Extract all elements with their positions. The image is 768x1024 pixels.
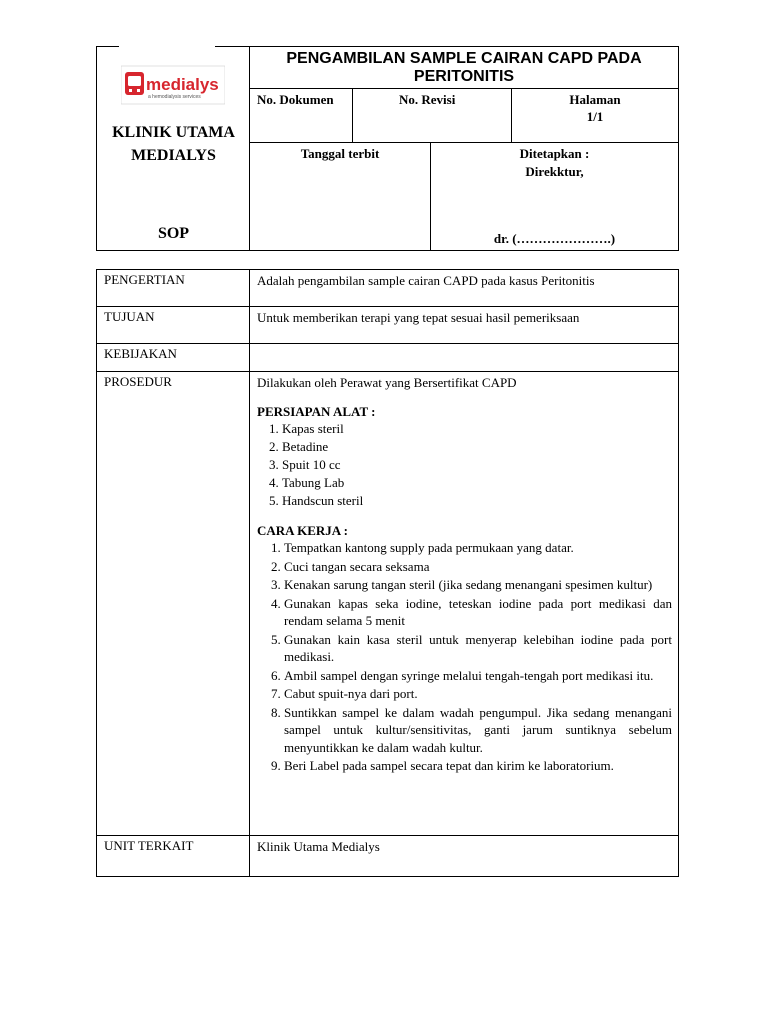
issued-date-label: Tanggal terbit [250, 143, 431, 250]
step-item: 6. Ambil sampel dengan syringe melalui tengah-tengah port medikasi itu. [284, 667, 672, 685]
step-item: 9. Beri Label pada sampel secara tepat dan kirim ke laboratorium. [284, 757, 672, 775]
kebijakan-value [250, 344, 678, 346]
step-item: 2. Cuci tangan secara seksama [284, 558, 672, 576]
document-meta-row [250, 89, 678, 143]
logo-tagline: a hemodialysis services [148, 94, 201, 100]
title-line1: PENGAMBILAN SAMPLE CAIRAN CAPD PADA [286, 50, 642, 67]
tool-item: 2. Betadine [282, 438, 672, 456]
prosedur-intro: Dilakukan oleh Perawat yang Bersertifikat CAPD [257, 375, 517, 390]
step-item: 7. Cabut spuit-nya dari port. [284, 685, 672, 703]
approval-row [250, 143, 678, 250]
clinic-cell [97, 47, 250, 250]
tool-item: 5. Handscun steril [282, 492, 672, 510]
document-header [96, 46, 679, 251]
tools-list [257, 420, 672, 510]
clinic-name-line1: KLINIK UTAMA [112, 124, 235, 141]
approved-role: Direkktur, [525, 164, 584, 179]
step-item: 4. Gunakan kapas seka iodine, teteskan iodine pada port medikasi dan rendam selama 5 menit [284, 595, 672, 630]
logo-wordmark: medialys [146, 75, 219, 94]
clinic-name [97, 121, 250, 167]
tool-item: 4. Tabung Lab [282, 474, 672, 492]
row-tujuan [97, 307, 678, 344]
tool-item: 3. Spuit 10 cc [282, 456, 672, 474]
steps-list [257, 539, 672, 775]
steps-heading: CARA KERJA : [257, 523, 349, 538]
tujuan-label: TUJUAN [97, 307, 250, 343]
approved-label: Ditetapkan : [519, 146, 590, 161]
title-line2: PERITONITIS [413, 68, 515, 85]
pengertian-label: PENGERTIAN [97, 270, 250, 306]
row-pengertian [97, 270, 678, 307]
document-title [250, 47, 678, 89]
step-item: 5. Gunakan kain kasa steril untuk menyerap kelebihan iodine pada port medikasi. [284, 631, 672, 666]
row-kebijakan [97, 344, 678, 372]
row-unit-terkait [97, 836, 678, 876]
prosedur-label: PROSEDUR [97, 372, 250, 835]
doc-number-label: No. Dokumen [250, 89, 353, 142]
medialys-logo [121, 65, 225, 105]
page-value: 1/1 [586, 109, 604, 124]
kebijakan-label: KEBIJAKAN [97, 344, 250, 371]
clinic-name-line2: MEDIALYS [131, 147, 216, 164]
pengertian-value: Adalah pengambilan sample cairan CAPD pada kasus Peritonitis [257, 273, 595, 288]
prosedur-value [250, 372, 678, 775]
page-label: Halaman [569, 92, 621, 107]
tujuan-value: Untuk memberikan terapi yang tepat sesuai hasil pemeriksaan [257, 310, 580, 325]
step-item: 8. Suntikkan sampel ke dalam wadah pengumpul. Jika sedang menangani sampel untuk kultur/sensitivitas, ganti jarum suntiknya sebelum menyuntikkan ke dalam wadah kultur. [284, 704, 672, 757]
page-cell [512, 89, 678, 142]
tools-heading: PERSIAPAN ALAT : [257, 404, 376, 419]
step-item: 1. Tempatkan kantong supply pada permukaan yang datar. [284, 539, 672, 557]
sop-label: SOP [157, 225, 190, 242]
unit-label: UNIT TERKAIT [97, 836, 250, 876]
row-prosedur [97, 372, 678, 836]
revision-label: No. Revisi [353, 89, 512, 142]
sop-content-table [96, 269, 679, 877]
unit-value: Klinik Utama Medialys [257, 839, 380, 854]
step-item: 3. Kenakan sarung tangan steril (jika sedang menangani spesimen kultur) [284, 576, 672, 594]
tool-item: 1. Kapas steril [282, 420, 672, 438]
signature-line: dr. (………………….) [493, 231, 616, 246]
